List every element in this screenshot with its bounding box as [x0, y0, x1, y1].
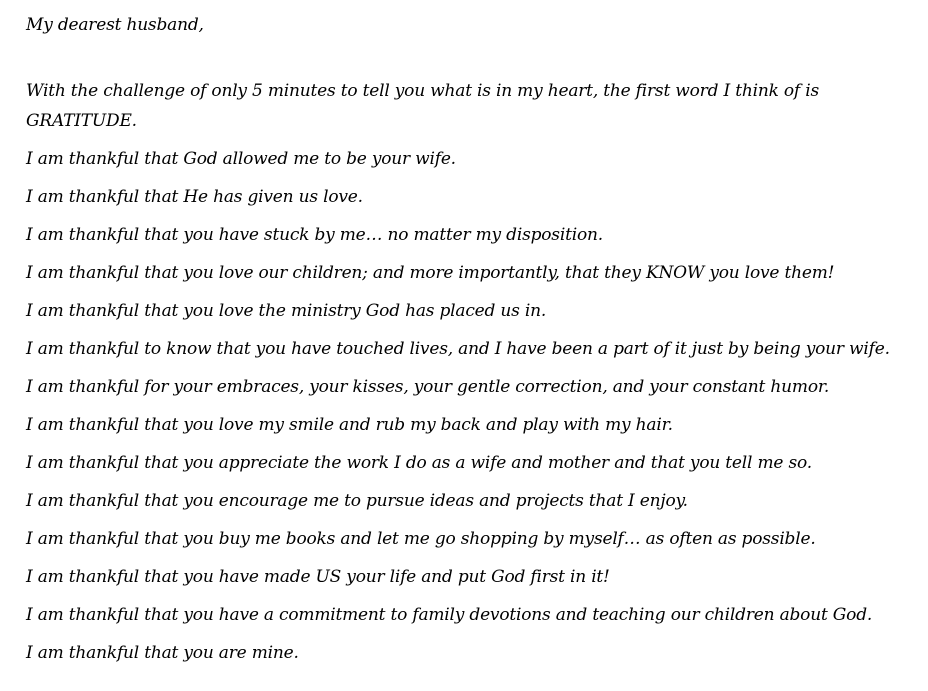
gratitude-line: I am thankful that you have a commitment to family devotions and teaching our children about God. [26, 605, 873, 625]
gratitude-line: I am thankful that you appreciate the work I do as a wife and mother and that you tell me so. [26, 453, 812, 473]
gratitude-line: I am thankful that you buy me books and let me go shopping by myself… as often as possible. [26, 529, 816, 549]
gratitude-line: I am thankful that you love the ministry God has placed us in. [26, 301, 547, 321]
gratitude-line: I am thankful that you have made US your life and put God first in it! [26, 567, 610, 587]
gratitude-list [26, 144, 916, 676]
gratitude-line: I am thankful that He has given us love. [26, 187, 363, 207]
gratitude-line: I am thankful that you love my smile and rub my back and play with my hair. [26, 415, 673, 435]
intro-paragraph: With the challenge of only 5 minutes to tell you what is in my heart, the first word I think of is GRATITUDE. [26, 81, 819, 131]
gratitude-line: I am thankful that you encourage me to pursue ideas and projects that I enjoy. [26, 491, 688, 511]
gratitude-line: I am thankful for your embraces, your kisses, your gentle correction, and your constant humor. [26, 377, 830, 397]
gratitude-line: I am thankful to know that you have touched lives, and I have been a part of it just by being your wife. [26, 339, 890, 359]
gratitude-line: I am thankful that you are mine. [26, 643, 299, 663]
gratitude-line: I am thankful that you love our children; and more importantly, that they KNOW you love them! [26, 263, 835, 283]
gratitude-line: I am thankful that God allowed me to be your wife. [26, 149, 456, 169]
salutation: My dearest husband, [26, 15, 204, 35]
gratitude-line: I am thankful that you have stuck by me… no matter my disposition. [26, 225, 603, 245]
letter-body [26, 10, 916, 676]
